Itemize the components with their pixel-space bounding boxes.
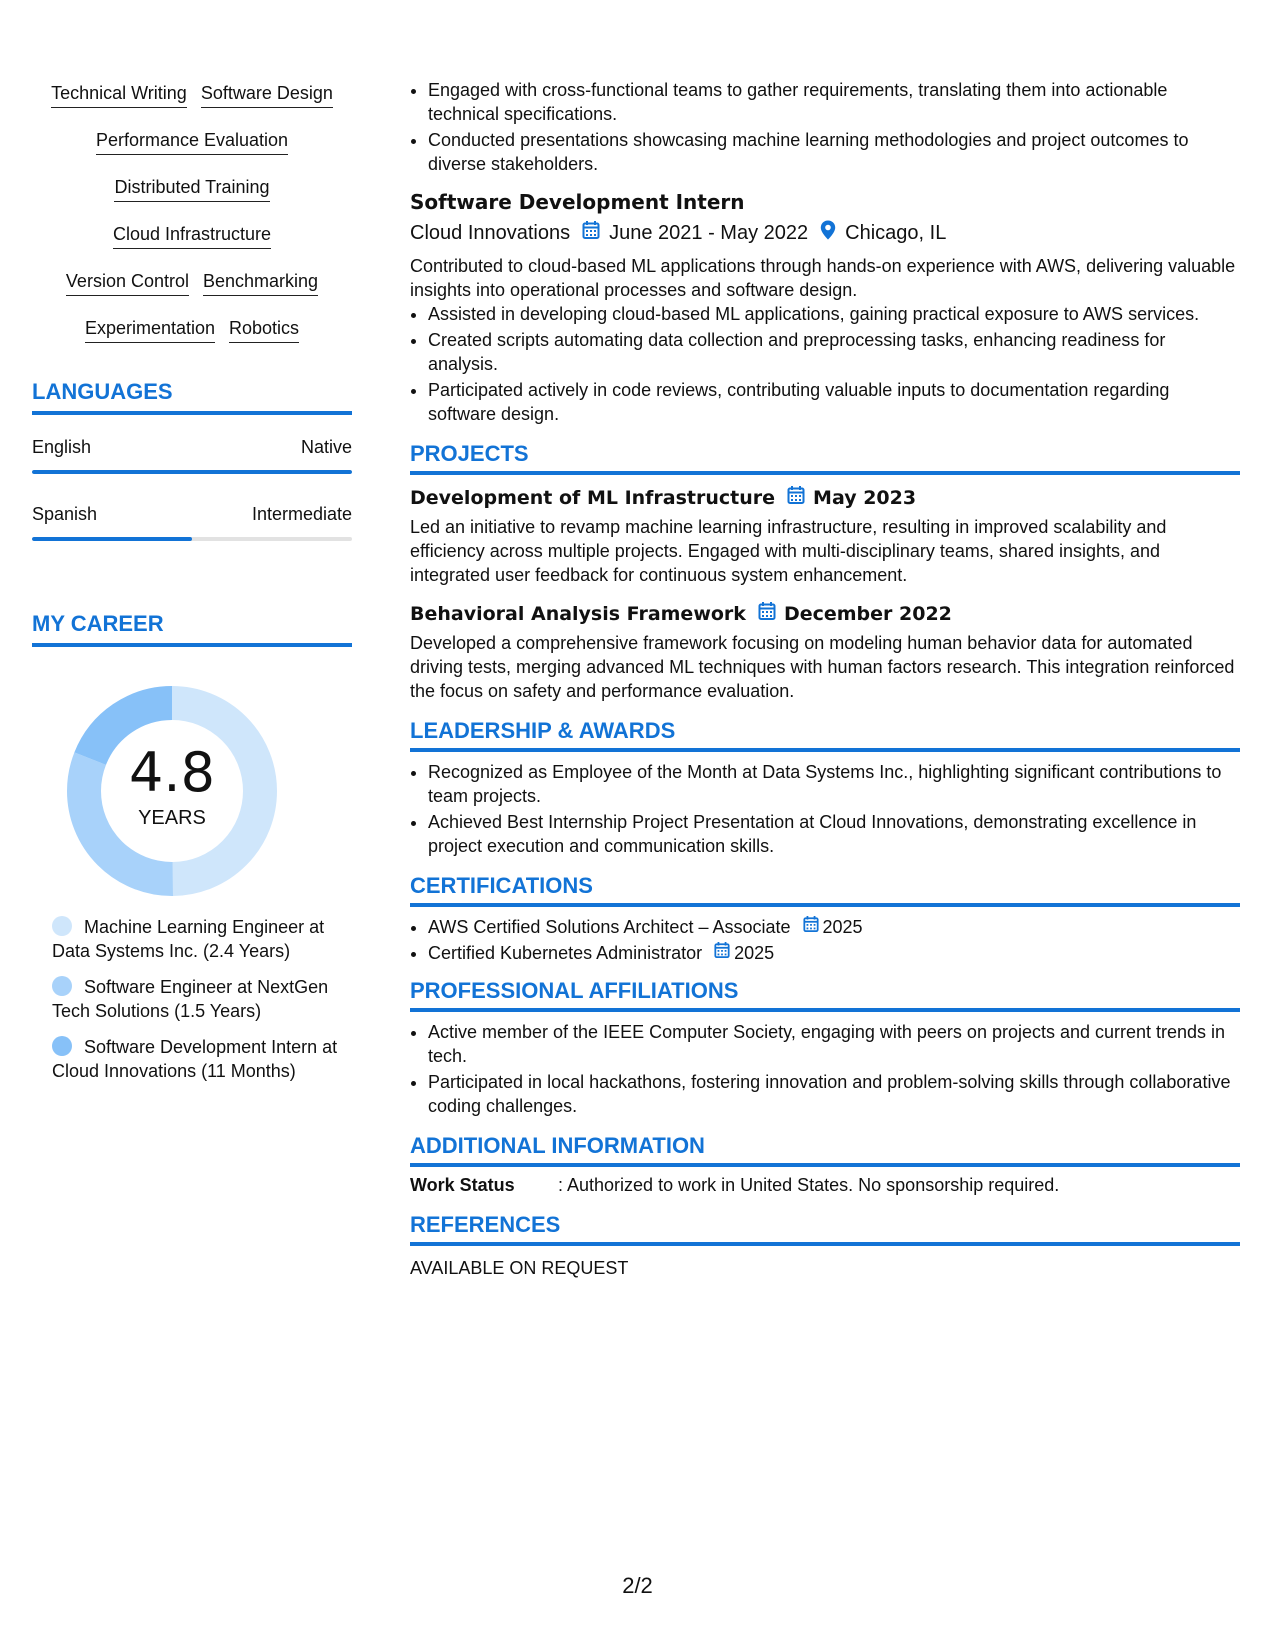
job-summary: Contributed to cloud-based ML applications through hands-on experience with AWS, delivering valuable insights into operational processes and software design. [410, 256, 1236, 300]
career-heading: MY CAREER [32, 611, 352, 647]
job-entry [410, 190, 1240, 426]
skill-tag: Version Control [66, 268, 189, 296]
certification-year: 2025 [734, 943, 775, 963]
project-title: Development of ML Infrastructure [410, 487, 776, 509]
language-name: Spanish [32, 504, 98, 524]
projects-heading: PROJECTS [410, 442, 1240, 475]
language-level-fill [32, 470, 352, 474]
certification-year: 2025 [822, 917, 863, 937]
job-dates: June 2021 - May 2022 [609, 222, 809, 244]
skill-row [32, 221, 352, 249]
career-legend [32, 915, 352, 1083]
job-bullets [410, 302, 1240, 426]
list-item: • Recognized as Employee of the Month at Data Systems Inc., highlighting significant contributions to team projects. [428, 760, 1240, 808]
skill-tag: Performance Evaluation [96, 127, 288, 155]
calendar-icon [714, 941, 730, 965]
legend-dot-icon [52, 976, 72, 996]
language-level-fill [32, 537, 192, 541]
career-legend-item [52, 1035, 352, 1083]
project-description: Developed a comprehensive framework focusing on modeling human behavior data for automated driving tests, merging advanced ML techniques with human factors research. This integration reinforced the focus on safety and performance evaluation. [410, 633, 1235, 701]
work-status-row [410, 1173, 1240, 1197]
affiliations-section [410, 979, 1240, 1118]
references-heading: REFERENCES [410, 1213, 1240, 1246]
language-level: Native [300, 437, 352, 457]
language-item [32, 437, 352, 474]
skill-tag: Experimentation [85, 315, 215, 343]
additional-section [410, 1134, 1240, 1197]
list-item: • Created scripts automating data collection and preprocessing tasks, enhancing readiness for analysis. [428, 328, 1240, 376]
skill-tag: Cloud Infrastructure [113, 221, 271, 249]
calendar-icon [758, 601, 776, 627]
certification-name: • AWS Certified Solutions Architect – Associate [428, 917, 791, 937]
list-item: • Participated in local hackathons, fostering innovation and problem-solving skills through collaborative coding challenges. [428, 1070, 1240, 1118]
job-location: Chicago, IL [845, 222, 947, 244]
job-meta [410, 220, 1240, 246]
work-status-label: Work Status [410, 1175, 515, 1195]
skill-tag: Distributed Training [114, 174, 269, 202]
certification-name: • Certified Kubernetes Administrator [428, 943, 703, 963]
calendar-icon [582, 220, 600, 246]
list-item: • Conducted presentations showcasing machine learning methodologies and project outcomes to diverse stakeholders. [428, 128, 1240, 176]
page-number: 2/2 [622, 1573, 653, 1598]
project-title: Behavioral Analysis Framework [410, 603, 746, 625]
main-content [410, 78, 1240, 1280]
certifications-section [410, 874, 1240, 965]
job-title: Software Development Intern [410, 190, 745, 214]
skill-tag: Robotics [229, 315, 299, 343]
career-section [32, 611, 352, 1083]
project-date: May 2023 [813, 487, 917, 509]
certifications-heading: CERTIFICATIONS [410, 874, 1240, 907]
skill-row [32, 315, 352, 343]
languages-heading: LANGUAGES [32, 379, 352, 415]
language-item [32, 504, 352, 541]
career-legend-item [52, 915, 352, 963]
skill-row [32, 268, 352, 296]
calendar-icon [787, 485, 805, 511]
skills-list [32, 80, 352, 343]
skill-row [32, 127, 352, 155]
project-description: Led an initiative to revamp machine learning infrastructure, resulting in improved scalability and efficiency across multiple projects. Engaged with multi-disciplinary teams, shared insights, and integrated user feedback for continuous system enhancement. [410, 517, 1167, 585]
sidebar [32, 80, 352, 1095]
additional-heading: ADDITIONAL INFORMATION [410, 1134, 1240, 1167]
career-total: 4.8 [129, 741, 215, 804]
leadership-heading: LEADERSHIP & AWARDS [410, 719, 1240, 752]
affiliations-bullets [410, 1020, 1240, 1118]
location-pin-icon [820, 220, 836, 246]
skill-tag: Software Design [201, 80, 333, 108]
skill-row [32, 80, 352, 108]
project-date: December 2022 [783, 603, 952, 625]
job-company: Cloud Innovations [410, 222, 571, 244]
skill-row [32, 174, 352, 202]
language-level-bar [32, 470, 352, 474]
language-level: Intermediate [251, 504, 352, 524]
list-item: • Participated actively in code reviews, contributing valuable inputs to documentation regarding software design. [428, 378, 1240, 426]
references-section [410, 1213, 1240, 1280]
list-item: • Assisted in developing cloud-based ML applications, gaining practical exposure to AWS services. [428, 302, 1240, 326]
leadership-section [410, 719, 1240, 858]
work-status-value: : Authorized to work in United States. No sponsorship required. [558, 1175, 1060, 1195]
skill-tag: Technical Writing [51, 80, 187, 108]
language-level-bar [32, 537, 352, 541]
career-unit: YEARS [138, 807, 206, 829]
list-item: • Achieved Best Internship Project Presentation at Cloud Innovations, demonstrating excellence in project execution and communication skills. [428, 810, 1240, 858]
leadership-bullets [410, 760, 1240, 858]
project-entry [410, 485, 1240, 587]
career-donut [32, 681, 352, 911]
career-job-label: Software Engineer at NextGen Tech Solutions (1.5 Years) [52, 977, 329, 1021]
experience-bullets [410, 78, 1240, 176]
career-legend-item [52, 975, 352, 1023]
list-item: • Engaged with cross-functional teams to gather requirements, translating them into actionable technical specifications. [428, 78, 1240, 126]
legend-dot-icon [52, 916, 72, 936]
legend-dot-icon [52, 1036, 72, 1056]
languages-section [32, 379, 352, 541]
project-entry [410, 601, 1240, 703]
certification-item [428, 915, 1240, 939]
career-job-label: Software Development Intern at Cloud Innovations (11 Months) [52, 1037, 338, 1081]
skill-tag: Benchmarking [203, 268, 318, 296]
references-text: AVAILABLE ON REQUEST [410, 1258, 629, 1278]
projects-section [410, 442, 1240, 703]
language-name: English [32, 437, 92, 457]
certifications-list [410, 915, 1240, 965]
list-item: • Active member of the IEEE Computer Society, engaging with peers on projects and current trends in tech. [428, 1020, 1240, 1068]
career-job-label: Machine Learning Engineer at Data Systems Inc. (2.4 Years) [52, 917, 325, 961]
certification-item [428, 941, 1240, 965]
calendar-icon [803, 915, 819, 939]
affiliations-heading: PROFESSIONAL AFFILIATIONS [410, 979, 1240, 1012]
